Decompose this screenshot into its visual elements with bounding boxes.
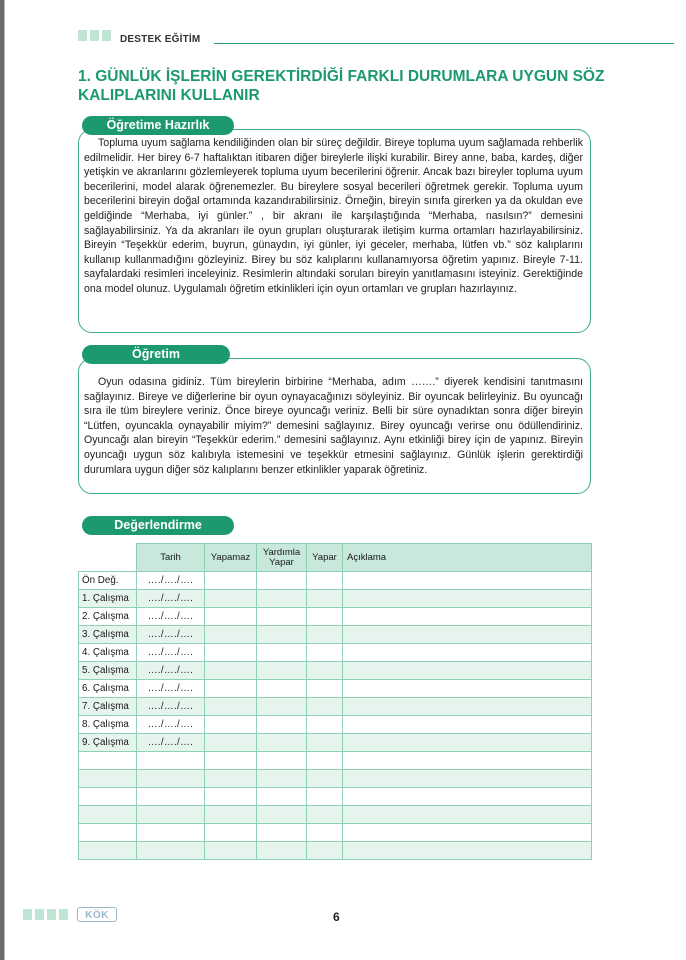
can-cell (307, 734, 343, 752)
cannot-cell (205, 680, 257, 698)
page-title: 1. GÜNLÜK İŞLERİN GEREKTİRDİĞİ FARKLI DURUMLARA UYGUN SÖZ KALIPLARINI KULLANIR (78, 68, 605, 104)
empty-table-row (79, 788, 592, 806)
cannot-cell (205, 590, 257, 608)
empty-cell (257, 752, 307, 770)
table-row (79, 734, 592, 752)
col-header-can: Yapar (307, 544, 343, 572)
table-row (79, 716, 592, 734)
row-label: 5. Çalışma (79, 662, 137, 680)
cannot-cell (205, 644, 257, 662)
table-row (79, 626, 592, 644)
empty-table-row (79, 752, 592, 770)
cannot-cell (205, 734, 257, 752)
empty-cell (343, 752, 592, 770)
empty-cell (205, 788, 257, 806)
notes-cell (343, 608, 592, 626)
footer-square (23, 909, 32, 920)
empty-table-row (79, 770, 592, 788)
cannot-cell (205, 662, 257, 680)
with-help-cell (257, 644, 307, 662)
empty-cell (79, 824, 137, 842)
notes-cell (343, 644, 592, 662)
date-cell: …./…./…. (137, 626, 205, 644)
empty-table-row (79, 806, 592, 824)
col-header-date: Tarih (137, 544, 205, 572)
empty-cell (137, 788, 205, 806)
empty-cell (205, 824, 257, 842)
row-label: 9. Çalışma (79, 734, 137, 752)
left-edge-line (4, 0, 5, 960)
empty-cell (257, 770, 307, 788)
date-cell: …./…./…. (137, 590, 205, 608)
cannot-cell (205, 626, 257, 644)
notes-cell (343, 626, 592, 644)
empty-cell (79, 752, 137, 770)
empty-cell (79, 770, 137, 788)
empty-cell (343, 806, 592, 824)
col-header-cannot: Yapamaz (205, 544, 257, 572)
table-row (79, 680, 592, 698)
empty-cell (205, 806, 257, 824)
eval-label: Değerlendirme (82, 516, 234, 535)
with-help-cell (257, 626, 307, 644)
empty-cell (79, 842, 137, 860)
empty-cell (307, 770, 343, 788)
empty-cell (137, 824, 205, 842)
empty-cell (307, 806, 343, 824)
with-help-cell (257, 590, 307, 608)
prep-label: Öğretime Hazırlık (82, 116, 234, 135)
footer-square (35, 909, 44, 920)
notes-cell (343, 698, 592, 716)
row-label: 8. Çalışma (79, 716, 137, 734)
with-help-cell (257, 662, 307, 680)
with-help-cell (257, 572, 307, 590)
empty-cell (307, 752, 343, 770)
header-rule (214, 43, 674, 44)
footer-square (47, 909, 56, 920)
date-cell: …./…./…. (137, 716, 205, 734)
notes-cell (343, 716, 592, 734)
row-label: Ön Değ. (79, 572, 137, 590)
can-cell (307, 716, 343, 734)
with-help-cell (257, 680, 307, 698)
can-cell (307, 698, 343, 716)
date-cell: …./…./…. (137, 662, 205, 680)
kok-logo: KÖK (77, 907, 117, 922)
empty-cell (307, 824, 343, 842)
cannot-cell (205, 698, 257, 716)
empty-cell (343, 788, 592, 806)
with-help-cell (257, 608, 307, 626)
can-cell (307, 572, 343, 590)
evaluation-table (78, 543, 592, 860)
can-cell (307, 644, 343, 662)
empty-cell (79, 806, 137, 824)
date-cell: …./…./…. (137, 644, 205, 662)
empty-table-row (79, 824, 592, 842)
can-cell (307, 626, 343, 644)
empty-cell (79, 788, 137, 806)
date-cell: …./…./…. (137, 734, 205, 752)
notes-cell (343, 680, 592, 698)
empty-cell (205, 770, 257, 788)
empty-cell (257, 788, 307, 806)
empty-cell (307, 842, 343, 860)
can-cell (307, 680, 343, 698)
notes-cell (343, 734, 592, 752)
table-corner (79, 544, 137, 572)
cannot-cell (205, 716, 257, 734)
teach-text (84, 375, 583, 477)
empty-cell (343, 770, 592, 788)
date-cell: …./…./…. (137, 572, 205, 590)
table-row (79, 608, 592, 626)
with-help-cell (257, 734, 307, 752)
empty-cell (343, 824, 592, 842)
header-label: DESTEK EĞİTİM (120, 34, 201, 45)
header-square (102, 30, 111, 41)
row-label: 6. Çalışma (79, 680, 137, 698)
table-row (79, 698, 592, 716)
table-row (79, 644, 592, 662)
row-label: 4. Çalışma (79, 644, 137, 662)
row-label: 2. Çalışma (79, 608, 137, 626)
prep-text (84, 136, 583, 297)
date-cell: …./…./…. (137, 608, 205, 626)
empty-table-row (79, 842, 592, 860)
empty-cell (343, 842, 592, 860)
prep-paragraph: Topluma uyum sağlama kendiliğinden olan bir süreç değildir. Bireye topluma uyum sağlamada rehberlik edilmelidir. Her birey 6-7 haftalıktan itibaren diğer bireylerle ilişki kurabilir. Birey anne, baba, kardeş, diğer yetişkin ve akranlarını gözlemleyerek topluma uyum becerilerini öğrenir. Ancak bazı bireyler topluma uyum becerilerini, model alarak öğrenemezler. Bu bireylere sosyal becerileri öğretmek gerekir. Topluma uyum becerilerini bireyin doğal ortamında kazandırabilirsiniz. Örneğin, bireyin sınıfa girerken ya da okuldan eve geldiğinde “Merhaba, iyi günler.” , bir akranı ile karşılaştığında “Merhaba, nasılsın?” demesini sağlayabilirsiniz. Ya da akranları ile oyun grupları oluşturarak iletişim kurma ortamları hazırlayabilirsiniz. Bireyin “Teşekkür ederim, buyrun, günaydın, iyi günler, iyi geceler, merhaba, lütfen vb.” söz kalıplarını kullanıp kullanmadığını gözleyiniz. Birey bu söz kalıplarını kullanamıyorsa öğretim yapınız. Bireyle 7-11. sayfalardaki resimleri inceleyiniz. Resimlerin altındaki soruları bireyin yanıtlamasını isteyiniz. Gerektiğinde ona model olunuz. Uygulamalı öğretim etkinlikleri için oyun ortamları ve grupları hazırlayınız. (84, 137, 583, 295)
row-label: 3. Çalışma (79, 626, 137, 644)
notes-cell (343, 572, 592, 590)
header-square (90, 30, 99, 41)
empty-cell (257, 842, 307, 860)
can-cell (307, 608, 343, 626)
empty-cell (137, 770, 205, 788)
empty-cell (257, 824, 307, 842)
col-header-notes: Açıklama (343, 544, 592, 572)
with-help-cell (257, 716, 307, 734)
cannot-cell (205, 608, 257, 626)
empty-cell (257, 806, 307, 824)
footer-square (59, 909, 68, 920)
notes-cell (343, 662, 592, 680)
empty-cell (137, 842, 205, 860)
empty-cell (205, 842, 257, 860)
cannot-cell (205, 572, 257, 590)
empty-cell (137, 806, 205, 824)
table-row (79, 590, 592, 608)
teach-paragraph: Oyun odasına gidiniz. Tüm bireylerin birbirine “Merhaba, adım …….” diyerek kendisini tanıtmasını sağlayınız. Bireye ve diğerlerine bir oyun oynayacağınızı söyleyiniz. Bir oyuncak belirleyiniz. Bu oyuncağı sıra ile tüm bireylere veriniz. Önce bireye oyuncağı veriniz. Belli bir süre oynadıktan sonra diğer bireyin “Lütfen, oyuncakla oynayabilir miyim?” demesini sağlayınız. Birey oyuncağı verirse onu ödüllendiriniz. Oyuncağı alan bireyin “Teşekkür ederim.” demesini sağlayınız. Aynı etkinliği birey için de yapınız. Bireyin oyuncağı uygun söz kalıbıyla istemesini ve teşekkür etmesini sağlayınız. Günlük işlerin gerektirdiği durumlara uygun diğer söz kalıplarını benzer etkinlikler yaparak öğretiniz. (84, 376, 583, 476)
row-label: 7. Çalışma (79, 698, 137, 716)
col-header-with-help: Yardımla Yapar (257, 544, 307, 572)
row-label: 1. Çalışma (79, 590, 137, 608)
empty-cell (137, 752, 205, 770)
page-number: 6 (333, 910, 340, 924)
table-row (79, 662, 592, 680)
notes-cell (343, 590, 592, 608)
date-cell: …./…./…. (137, 698, 205, 716)
empty-cell (307, 788, 343, 806)
can-cell (307, 662, 343, 680)
empty-cell (205, 752, 257, 770)
header-square (78, 30, 87, 41)
teach-label: Öğretim (82, 345, 230, 364)
can-cell (307, 590, 343, 608)
date-cell: …./…./…. (137, 680, 205, 698)
table-row (79, 572, 592, 590)
with-help-cell (257, 698, 307, 716)
